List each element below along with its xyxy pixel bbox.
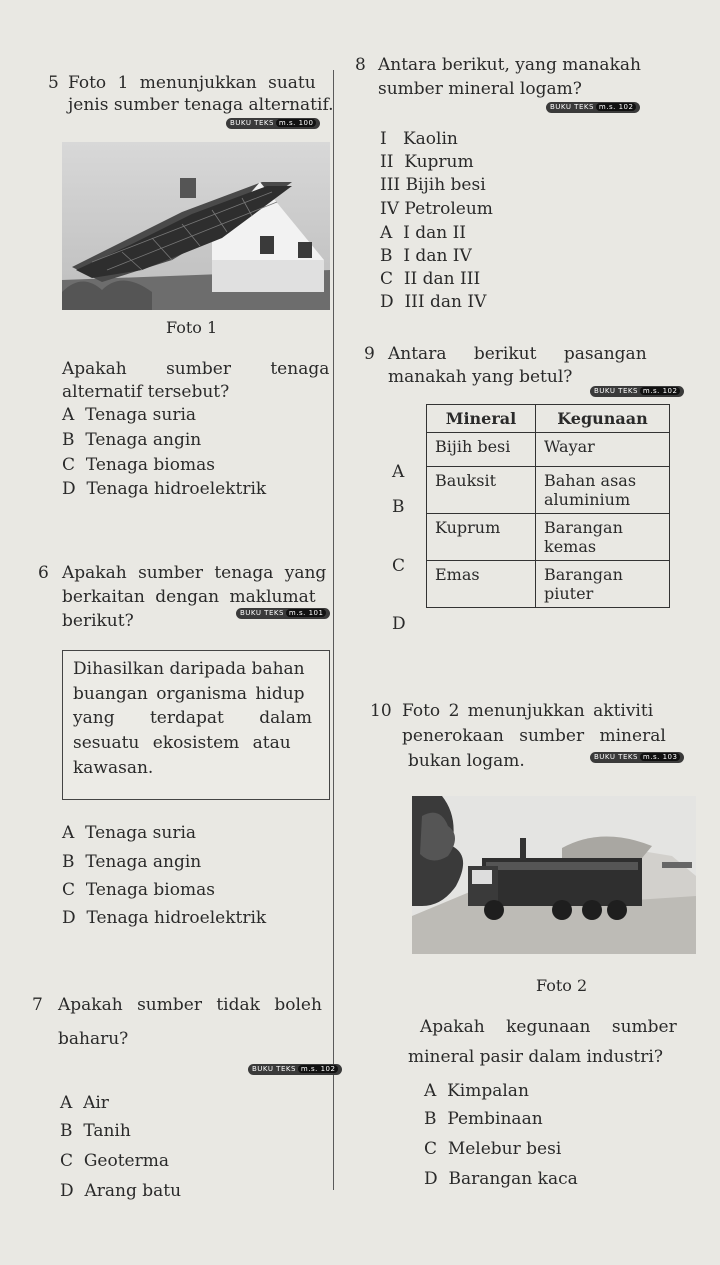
q7-option-b[interactable]	[60, 1120, 131, 1142]
badge-label: BUKU TEKS	[240, 609, 284, 617]
option-letter: D	[62, 908, 76, 928]
option-text: Tenaga biomas	[85, 880, 215, 900]
solar-house-photo	[62, 142, 330, 310]
q8-option-c[interactable]	[380, 268, 480, 290]
option-letter: D	[424, 1169, 438, 1189]
q6-option-a[interactable]	[62, 822, 196, 844]
q6-textbook-badge	[236, 608, 330, 619]
q9-row-letter-c[interactable]: C	[392, 556, 406, 576]
option-text: Geoterma	[83, 1151, 169, 1171]
table-row[interactable]	[427, 467, 670, 514]
option-letter: C	[62, 455, 76, 475]
info-line: sesuatu ekosistem atau	[73, 732, 291, 753]
q10-line3: bukan logam.	[408, 751, 525, 771]
q5-option-c[interactable]	[62, 454, 215, 476]
q9-row-letter-b[interactable]: B	[392, 497, 405, 517]
q10-photo-caption: Foto 2	[536, 976, 588, 995]
item-numeral: I	[380, 129, 387, 149]
q10-option-d[interactable]	[424, 1168, 578, 1190]
option-letter: B	[380, 246, 393, 266]
option-letter: A	[60, 1093, 73, 1113]
q6-number: 6	[38, 563, 49, 583]
badge-page: m.s. 103	[640, 753, 681, 761]
cell-use: Wayar	[536, 433, 670, 467]
badge-label: BUKU TEKS	[230, 119, 274, 127]
cell-mineral: Emas	[427, 561, 536, 608]
badge-page: m.s. 102	[640, 387, 681, 395]
q5-photo-caption: Foto 1	[166, 318, 218, 337]
q8-line2: sumber mineral logam?	[378, 79, 582, 99]
q6-line1: Apakah sumber tenaga yang	[62, 563, 327, 583]
option-letter: A	[424, 1081, 437, 1101]
option-text: Tenaga hidroelektrik	[86, 479, 267, 499]
cell-use: Barangan piuter	[536, 561, 670, 608]
q7-option-d[interactable]	[60, 1180, 181, 1202]
q7-option-a[interactable]	[60, 1092, 109, 1114]
q6-line2: berkaitan dengan maklumat	[62, 587, 316, 607]
option-text: Melebur besi	[447, 1139, 562, 1159]
badge-label: BUKU TEKS	[550, 103, 594, 111]
header-mineral: Mineral	[427, 405, 536, 433]
q9-row-letter-a[interactable]: A	[392, 462, 405, 482]
q10-option-c[interactable]	[424, 1138, 561, 1160]
option-letter: A	[62, 823, 75, 843]
q10-line1: Foto 2 menunjukkan aktiviti	[402, 701, 654, 721]
badge-page: m.s. 100	[276, 119, 317, 127]
q8-number: 8	[355, 55, 366, 75]
cell-mineral: Kuprum	[427, 514, 536, 561]
table-row[interactable]	[427, 433, 670, 467]
q9-mineral-table	[426, 404, 670, 608]
q9-row-letter-d[interactable]: D	[392, 614, 406, 634]
q8-option-b[interactable]	[380, 245, 472, 267]
q6-option-b[interactable]	[62, 851, 201, 873]
item-text: Kuprum	[404, 152, 474, 172]
q6-option-c[interactable]	[62, 879, 215, 901]
q6-option-d[interactable]	[62, 907, 266, 929]
badge-label: BUKU TEKS	[594, 387, 638, 395]
q8-item-1	[380, 128, 458, 150]
q7-textbook-badge	[248, 1064, 342, 1075]
q8-line1: Antara berikut, yang manakah	[378, 55, 641, 75]
option-letter: B	[60, 1121, 73, 1141]
q10-number: 10	[370, 701, 392, 721]
option-text: Tenaga biomas	[85, 455, 215, 475]
option-letter: C	[60, 1151, 74, 1171]
q6-line3: berikut?	[62, 611, 134, 631]
option-text: Tanih	[83, 1121, 131, 1141]
q7-number: 7	[32, 995, 43, 1015]
badge-page: m.s. 101	[286, 609, 327, 617]
info-line: yang terdapat dalam	[73, 708, 312, 729]
item-text: Kaolin	[402, 129, 458, 149]
option-letter: B	[62, 430, 75, 450]
q5-number: 5	[48, 73, 59, 93]
q8-option-a[interactable]	[380, 222, 466, 244]
q10-option-b[interactable]	[424, 1108, 543, 1130]
badge-label: BUKU TEKS	[252, 1065, 296, 1073]
q5-line1: Foto 1 menunjukkan suatu	[68, 73, 316, 93]
option-letter: A	[62, 405, 75, 425]
option-text: Tenaga angin	[85, 430, 202, 450]
q9-line1: Antara berikut pasangan	[388, 344, 647, 364]
q5-option-d[interactable]	[62, 478, 266, 500]
badge-label: BUKU TEKS	[594, 753, 638, 761]
option-letter: D	[380, 292, 394, 312]
q8-item-4	[380, 198, 493, 220]
option-letter: C	[380, 269, 394, 289]
q5-prompt1: Apakah sumber tenaga	[62, 359, 330, 379]
option-text: Tenaga angin	[85, 852, 202, 872]
option-text: Tenaga hidroelektrik	[86, 908, 267, 928]
q9-line2: manakah yang betul?	[388, 367, 573, 387]
table-row[interactable]	[427, 514, 670, 561]
option-text: Air	[83, 1093, 109, 1113]
q6-info-box	[62, 650, 330, 800]
sand-mining-photo	[412, 796, 696, 954]
column-divider	[333, 70, 334, 1190]
info-line: Dihasilkan daripada bahan	[73, 659, 305, 679]
option-letter: B	[424, 1109, 437, 1129]
option-text: Tenaga suria	[85, 823, 197, 843]
q9-number: 9	[364, 344, 375, 364]
option-text: II dan III	[403, 269, 481, 289]
info-line: buangan organisma hidup	[73, 683, 305, 704]
info-line: kawasan.	[73, 757, 154, 778]
q10-prompt2: mineral pasir dalam industri?	[408, 1047, 663, 1067]
q5-option-b[interactable]	[62, 429, 201, 451]
header-kegunaan: Kegunaan	[536, 405, 670, 433]
option-text: Kimpalan	[447, 1081, 529, 1101]
table-row[interactable]	[427, 561, 670, 608]
option-letter: A	[380, 223, 393, 243]
cell-mineral: Bijih besi	[427, 433, 536, 467]
badge-page: m.s. 102	[596, 103, 637, 111]
q5-textbook-badge	[226, 118, 320, 129]
q10-prompt1: Apakah kegunaan sumber	[420, 1017, 677, 1037]
badge-page: m.s. 102	[298, 1065, 339, 1073]
q5-option-a[interactable]	[62, 404, 196, 426]
item-text: Petroleum	[404, 199, 493, 219]
q8-item-3	[380, 174, 486, 196]
q9-textbook-badge	[590, 386, 684, 397]
option-letter: D	[60, 1181, 74, 1201]
option-letter: B	[62, 852, 75, 872]
option-text: Arang batu	[84, 1181, 182, 1201]
cell-use: Barangan kemas	[536, 514, 670, 561]
item-text: Bijih besi	[405, 175, 486, 195]
q7-line2: baharu?	[58, 1029, 129, 1049]
q10-option-a[interactable]	[424, 1080, 529, 1102]
option-letter: C	[424, 1139, 438, 1159]
q8-textbook-badge	[546, 102, 640, 113]
option-text: Tenaga suria	[85, 405, 197, 425]
q10-textbook-badge	[590, 752, 684, 763]
q10-line2: penerokaan sumber mineral	[402, 726, 666, 746]
option-text: Pembinaan	[447, 1109, 543, 1129]
cell-use: Bahan asas aluminium	[536, 467, 670, 514]
option-text: I dan IV	[403, 246, 472, 266]
option-letter: C	[62, 880, 76, 900]
item-numeral: III	[380, 175, 401, 195]
table-header-row	[427, 405, 670, 433]
q5-line2: jenis sumber tenaga alternatif.	[68, 95, 334, 115]
q5-prompt2: alternatif tersebut?	[62, 382, 230, 402]
item-numeral: IV	[380, 199, 399, 219]
option-text: I dan II	[403, 223, 467, 243]
q8-option-d[interactable]	[380, 291, 486, 313]
option-text: Barangan kaca	[448, 1169, 578, 1189]
q7-option-c[interactable]	[60, 1150, 169, 1172]
q8-item-2	[380, 151, 474, 173]
cell-mineral: Bauksit	[427, 467, 536, 514]
option-letter: D	[62, 479, 76, 499]
q7-line1: Apakah sumber tidak boleh	[58, 995, 322, 1015]
option-text: III dan IV	[404, 292, 487, 312]
item-numeral: II	[380, 152, 394, 172]
